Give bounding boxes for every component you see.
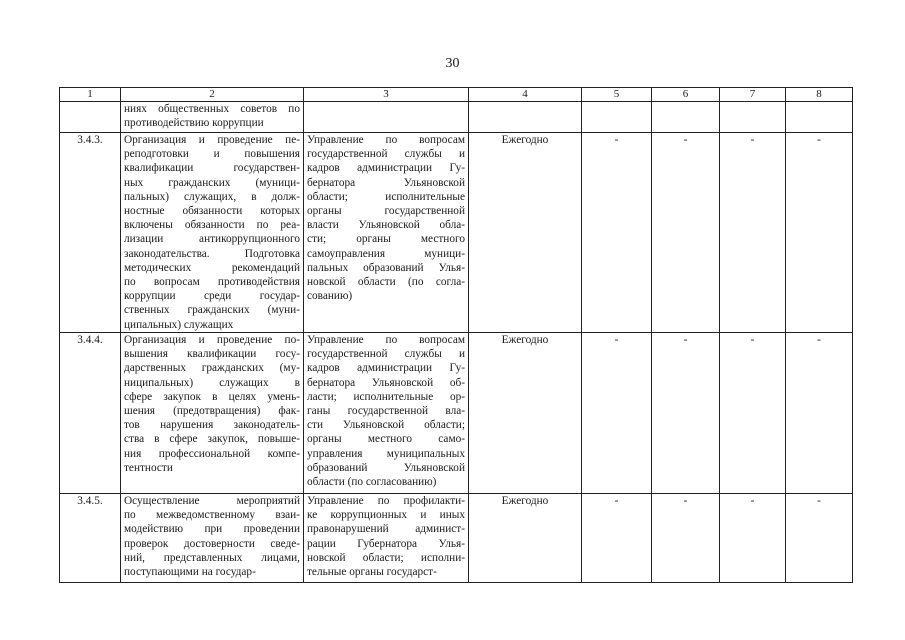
measure-term: Ежегодно [469,494,582,583]
measure-executor-line: области; исполнительные [307,190,465,203]
measure-number: 3.4.5. [60,494,121,583]
measure-executor-line: самоуправления муници- [307,247,465,260]
measure-executor-line: области (по согласованию) [307,476,437,489]
measure-description-line: ния профессиональной компе- [124,447,300,460]
measure-description-line: пальных) служащих, в долж- [124,190,300,203]
column-number: 8 [786,88,853,102]
column-number: 3 [304,88,469,102]
column-number: 6 [652,88,720,102]
funding-cell-col5 [582,102,652,133]
measure-executor-line: новской области (по согла- [307,276,465,289]
funding-cell-col5: - [582,494,652,583]
measure-description-line: законодательства. Подготовка [124,247,300,260]
measure-term [469,102,582,133]
measure-executor-line: сти; органы местного [307,233,465,246]
funding-cell-col6: - [652,333,720,494]
measure-executor-line: Управление по вопросам [307,334,465,346]
measure-description-line: ственных гражданских (муни- [124,304,300,317]
measure-executor-line: ласти; исполнительные ор- [307,390,465,403]
column-number: 1 [60,88,121,102]
table-row [60,494,853,583]
measures-table [59,87,853,583]
measure-executor-line: власти Ульяновской обла- [307,219,465,232]
table-row [60,102,853,133]
measure-executor [304,102,469,133]
column-number-row [60,88,853,102]
measure-executor-line: правонарушений админист- [307,523,465,536]
measure-description-line: ниципальных) служащих в [124,376,300,389]
measure-description-line: коррупции среди государ- [124,290,300,303]
measure-description-line: тов нарушения законодатель- [124,419,300,432]
measure-executor-line: бернатора Ульяновской [307,176,465,189]
measure-term: Ежегодно [469,333,582,494]
measure-executor-line: образований Ульяновской [307,461,465,474]
funding-cell-col7 [720,102,786,133]
measure-description-line: ных гражданских (муници- [124,176,300,189]
measure-description-line: ства в сфере закупок, повыше- [124,433,300,446]
measure-executor-line: органы государственной [307,205,465,218]
measure-description-line: тентности [124,461,173,474]
measure-description-line: ний, представленных лицами, [124,551,300,564]
measure-executor-line: пальных образований Улья- [307,261,465,274]
measure-number [60,102,121,133]
measure-number: 3.4.3. [60,133,121,333]
measure-description-line: квалификации государствен- [124,162,300,175]
measure-description [121,333,304,494]
measure-description-line: Организация и проведение по- [124,334,300,346]
measure-description-line: проверок достоверности сведе- [124,537,300,550]
measure-description [121,102,304,133]
measure-executor-line: кадров администрации Гу- [307,362,465,375]
measure-executor-line: ке коррупционных и иных [307,509,465,522]
measure-executor-line: государственной службы и [307,348,465,361]
measure-executor-line: ганы государственной вла- [307,405,465,418]
column-number: 2 [121,88,304,102]
funding-cell-col8: - [786,133,853,333]
funding-cell-col7: - [720,133,786,333]
measure-description-line: шения (предотвращения) фак- [124,405,300,418]
measure-executor-line: сованию) [307,290,353,303]
measure-executor-line: кадров администрации Гу- [307,162,465,175]
measure-executor-line: органы местного само- [307,433,465,446]
measure-executor-line: государственной службы и [307,148,465,161]
measure-description [121,133,304,333]
table-row [60,333,853,494]
measure-executor-line: управления муниципальных [307,447,465,460]
funding-cell-col6: - [652,494,720,583]
measure-executor [304,494,469,583]
measure-description-line: модействию при проведении [124,523,300,536]
funding-cell-col8 [786,102,853,133]
measure-description-line: реподготовки и повышения [124,148,300,161]
measure-description-line: по межведомственному взаи- [124,509,300,522]
measure-executor-line: новской области; исполни- [307,551,465,564]
funding-cell-col6 [652,102,720,133]
measure-description-line: Осуществление мероприятий [124,495,300,507]
funding-cell-col7: - [720,333,786,494]
measure-description-line: дарственных гражданских (му- [124,362,300,375]
funding-cell-col7: - [720,494,786,583]
measure-description-line: по вопросам противодействия [124,276,300,289]
page-number: 30 [445,56,460,71]
measure-description-line: ностные обязанности которых [124,205,300,218]
funding-cell-col8: - [786,494,853,583]
column-number: 4 [469,88,582,102]
funding-cell-col5: - [582,333,652,494]
measure-executor-line: Управление по профилакти- [307,495,465,507]
measure-executor-line: сти Ульяновской области; [307,419,465,432]
measure-description-line: вышения квалификации госу- [124,348,300,361]
measure-description-line: Организация и проведение пе- [124,134,300,146]
measure-description-line: сфере закупок в целях умень- [124,390,300,403]
funding-cell-col5: - [582,133,652,333]
measure-executor-line: бернатора Ульяновской об- [307,376,465,389]
measure-description-line: лизации антикоррупционного [124,233,300,246]
measure-description-line: поступающими на государ- [124,566,256,579]
measure-description-line: ниях общественных советов по [124,103,300,115]
measure-description-line: включены обязанности по реа- [124,219,300,232]
column-number: 7 [720,88,786,102]
measure-executor-line: тельные органы государст- [307,566,437,579]
table-row [60,133,853,333]
measure-executor-line: рации Губернатора Улья- [307,537,465,550]
measure-executor [304,333,469,494]
measure-executor-line: Управление по вопросам [307,134,465,146]
measure-description-line: методических рекомендаций [124,261,300,274]
funding-cell-col6: - [652,133,720,333]
measure-term: Ежегодно [469,133,582,333]
measure-executor [304,133,469,333]
measure-description-line: ципальных) служащих [124,318,234,331]
funding-cell-col8: - [786,333,853,494]
column-number: 5 [582,88,652,102]
measure-number: 3.4.4. [60,333,121,494]
measure-description-line: противодействию коррупции [124,117,264,130]
measure-description [121,494,304,583]
